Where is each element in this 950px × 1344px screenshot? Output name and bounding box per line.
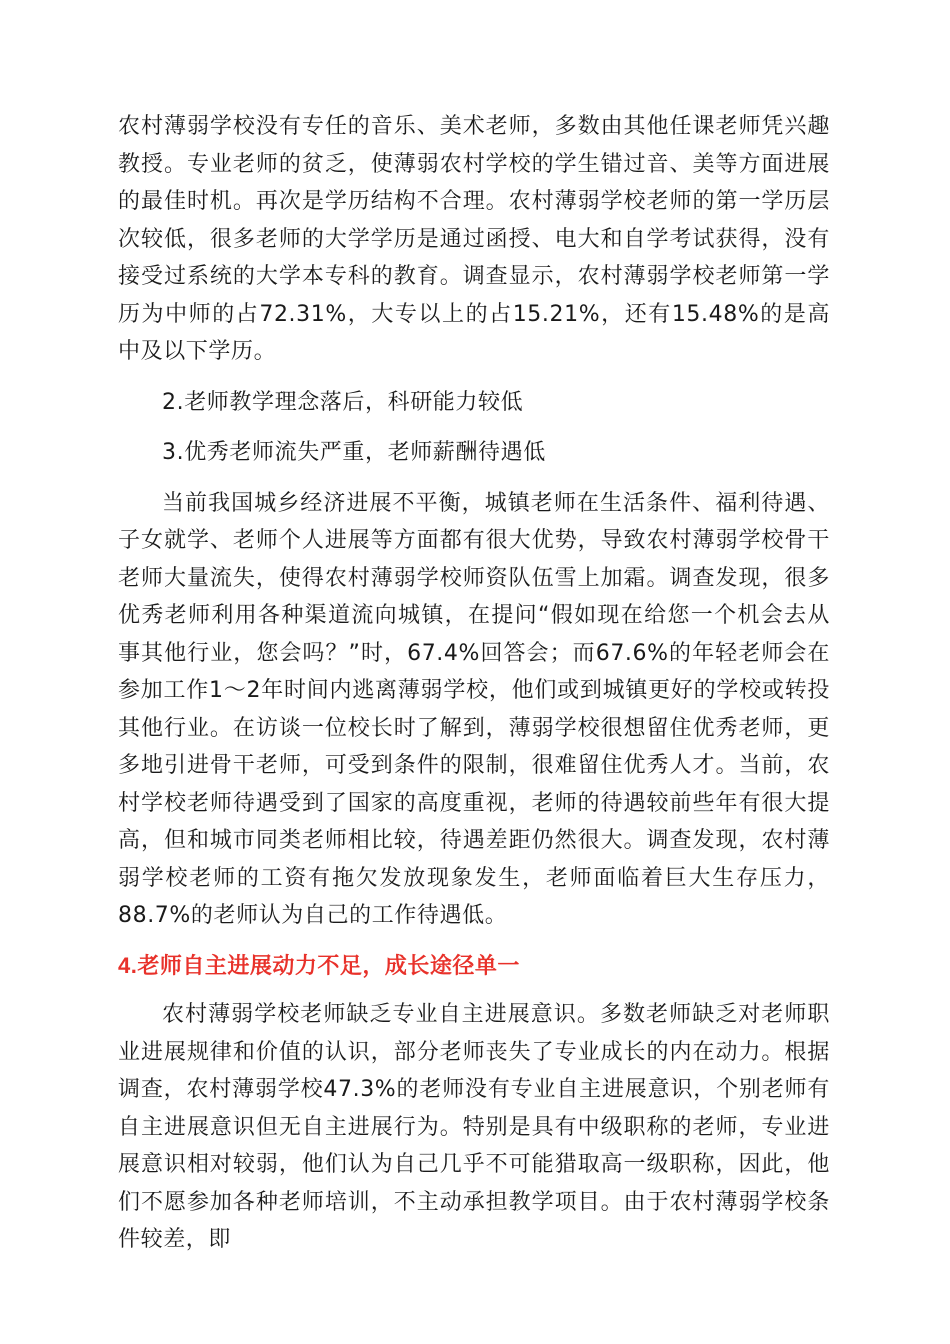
paragraph-teacher-qualifications: 农村薄弱学校没有专任的音乐、美术老师，多数由其他任课老师凭兴趣教授。专业老师的贫乏，使薄弱农村学校的学生错过音、美等方面进展的最佳时机。再次是学历结构不合理。农村薄弱学校老师的第一学历层次较低，很多老师的大学学历是通过函授、电大和自学考试获得，没有接受过系统的大学本专科的教育。调查显示，农村薄弱学校老师第一学历为中师的占72.31%，大专以上的占15.21%，还有15.48%的是高中及以下学历。 <box>118 114 830 364</box>
list-item-2: 2.老师教学理念落后，科研能力较低 <box>162 389 524 415</box>
paragraph-self-development: 农村薄弱学校老师缺乏专业自主进展意识。多数老师缺乏对老师职业进展规律和价值的认识，部分老师丧失了专业成长的内在动力。根据调查，农村薄弱学校47.3%的老师没有专业自主进展意识，个别老师有自主进展意识但无自主进展行为。特别是具有中级职称的老师，专业进展意识相对较弱，他们认为自己几乎不可能猎取高一级职称，因此，他们不愿参加各种老师培训，不主动承担教学项目。由于农村薄弱学校条件较差，即 <box>118 1002 830 1252</box>
list-item-3: 3.优秀老师流失严重，老师薪酬待遇低 <box>162 440 546 465</box>
document-body <box>118 108 830 1259</box>
paragraph-teacher-attrition: 当前我国城乡经济进展不平衡，城镇老师在生活条件、福利待遇、子女就学、老师个人进展等方面都有很大优势，导致农村薄弱学校骨干老师大量流失，使得农村薄弱学校师资队伍雪上加霜。调查发现，很多优秀老师利用各种渠道流向城镇，在提问“假如现在给您一个机会去从事其他行业，您会吗？”时，67.4%回答会；而67.6%的年轻老师会在参加工作1～2年时间内逃离薄弱学校，他们或到城镇更好的学校或转投其他行业。在访谈一位校长时了解到，薄弱学校很想留住优秀老师，更多地引进骨干老师，可受到条件的限制，很难留住优秀人才。当前，农村学校老师待遇受到了国家的高度重视，老师的待遇较前些年有很大提高，但和城市同类老师相比较，待遇差距仍然很大。调查发现，农村薄弱学校老师的工资有拖欠发放现象发生，老师面临着巨大生存压力，88.7%的老师认为自己的工作待遇低。 <box>118 490 830 928</box>
section-heading-4: 4.老师自主进展动力不足，成长途径单一 <box>118 952 520 978</box>
